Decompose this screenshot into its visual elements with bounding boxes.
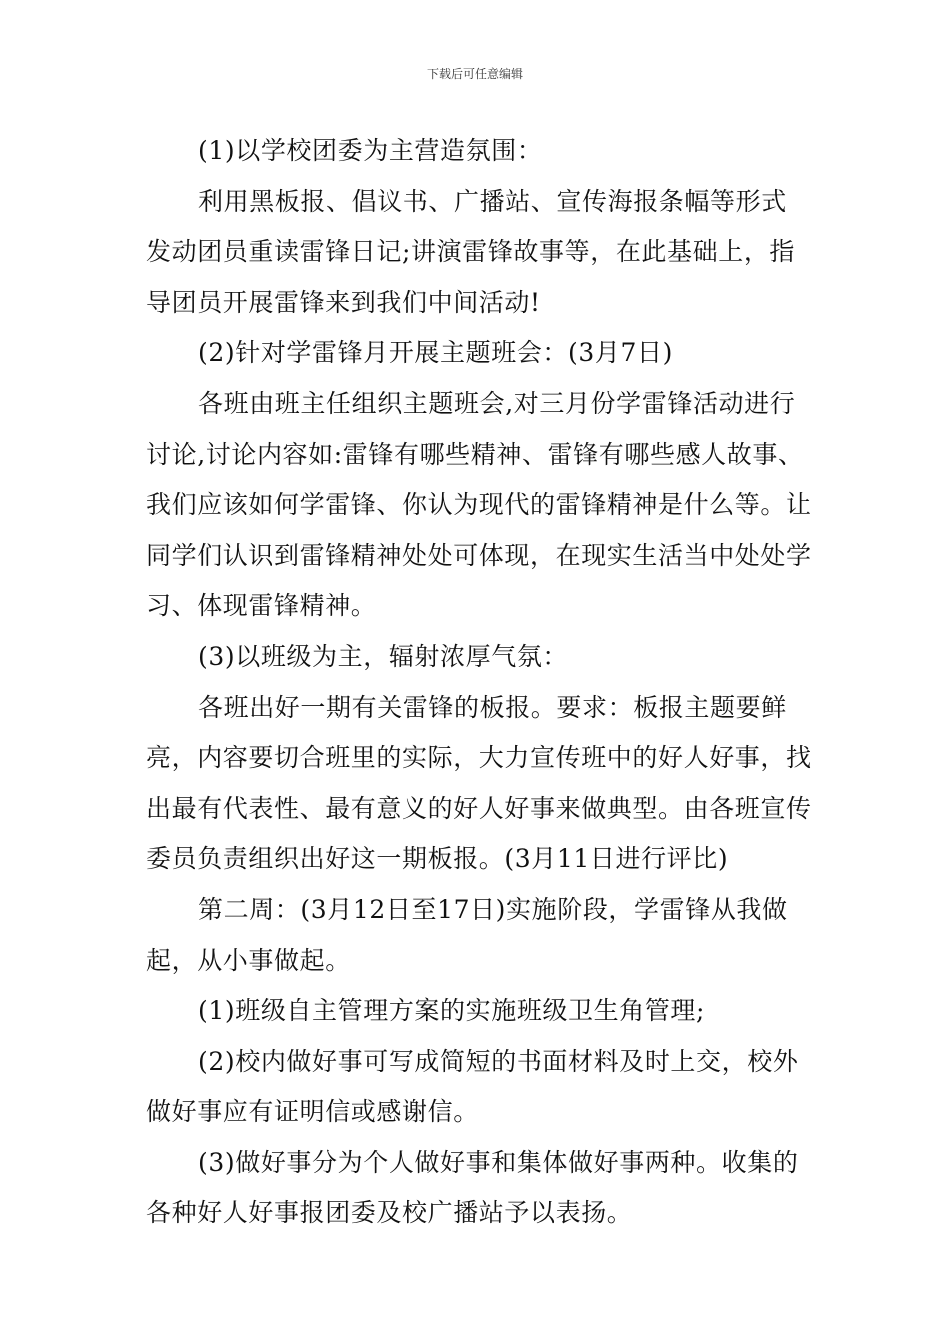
paragraph: (2)针对学雷锋月开展主题班会：(3月7日) bbox=[198, 338, 673, 368]
paragraph: (2)校内做好事可写成简短的书面材料及时上交，校外做好事应有证明信或感谢信。 bbox=[146, 1046, 799, 1127]
paragraph: (3)以班级为主，辐射浓厚气氛： bbox=[198, 641, 569, 671]
paragraph: 第二周：(3月12日至17日)实施阶段，学雷锋从我做起，从小事做起。 bbox=[146, 894, 788, 975]
page-header: 下载后可任意编辑 bbox=[426, 67, 523, 81]
document-body bbox=[146, 126, 812, 1239]
paragraph: 各班由班主任组织主题班会,对三月份学雷锋活动进行讨论,讨论内容如:雷锋有哪些精神、雷锋有哪些感人故事、我们应该如何学雷锋、你认为现代的雷锋精神是什么等。让同学们认识到雷锋精神处处可体现，在现实生活当中处处学习、体现雷锋精神。 bbox=[146, 388, 812, 621]
paragraph: 各班出好一期有关雷锋的板报。要求：板报主题要鲜亮，内容要切合班里的实际，大力宣传班中的好人好事，找出最有代表性、最有意义的好人好事来做典型。由各班宣传委员负责组织出好这一期板报。(3月11日进行评比) bbox=[146, 692, 812, 874]
paragraph: 利用黑板报、倡议书、广播站、宣传海报条幅等形式发动团员重读雷锋日记;讲演雷锋故事等，在此基础上，指导团员开展雷锋来到我们中间活动! bbox=[146, 186, 796, 317]
paragraph: (1)班级自主管理方案的实施班级卫生角管理; bbox=[198, 996, 706, 1026]
paragraph: (1)以学校团委为主营造氛围： bbox=[198, 136, 543, 165]
paragraph: (3)做好事分为个人做好事和集体做好事两种。收集的各种好人好事报团委及校广播站予以表扬。 bbox=[146, 1147, 799, 1228]
